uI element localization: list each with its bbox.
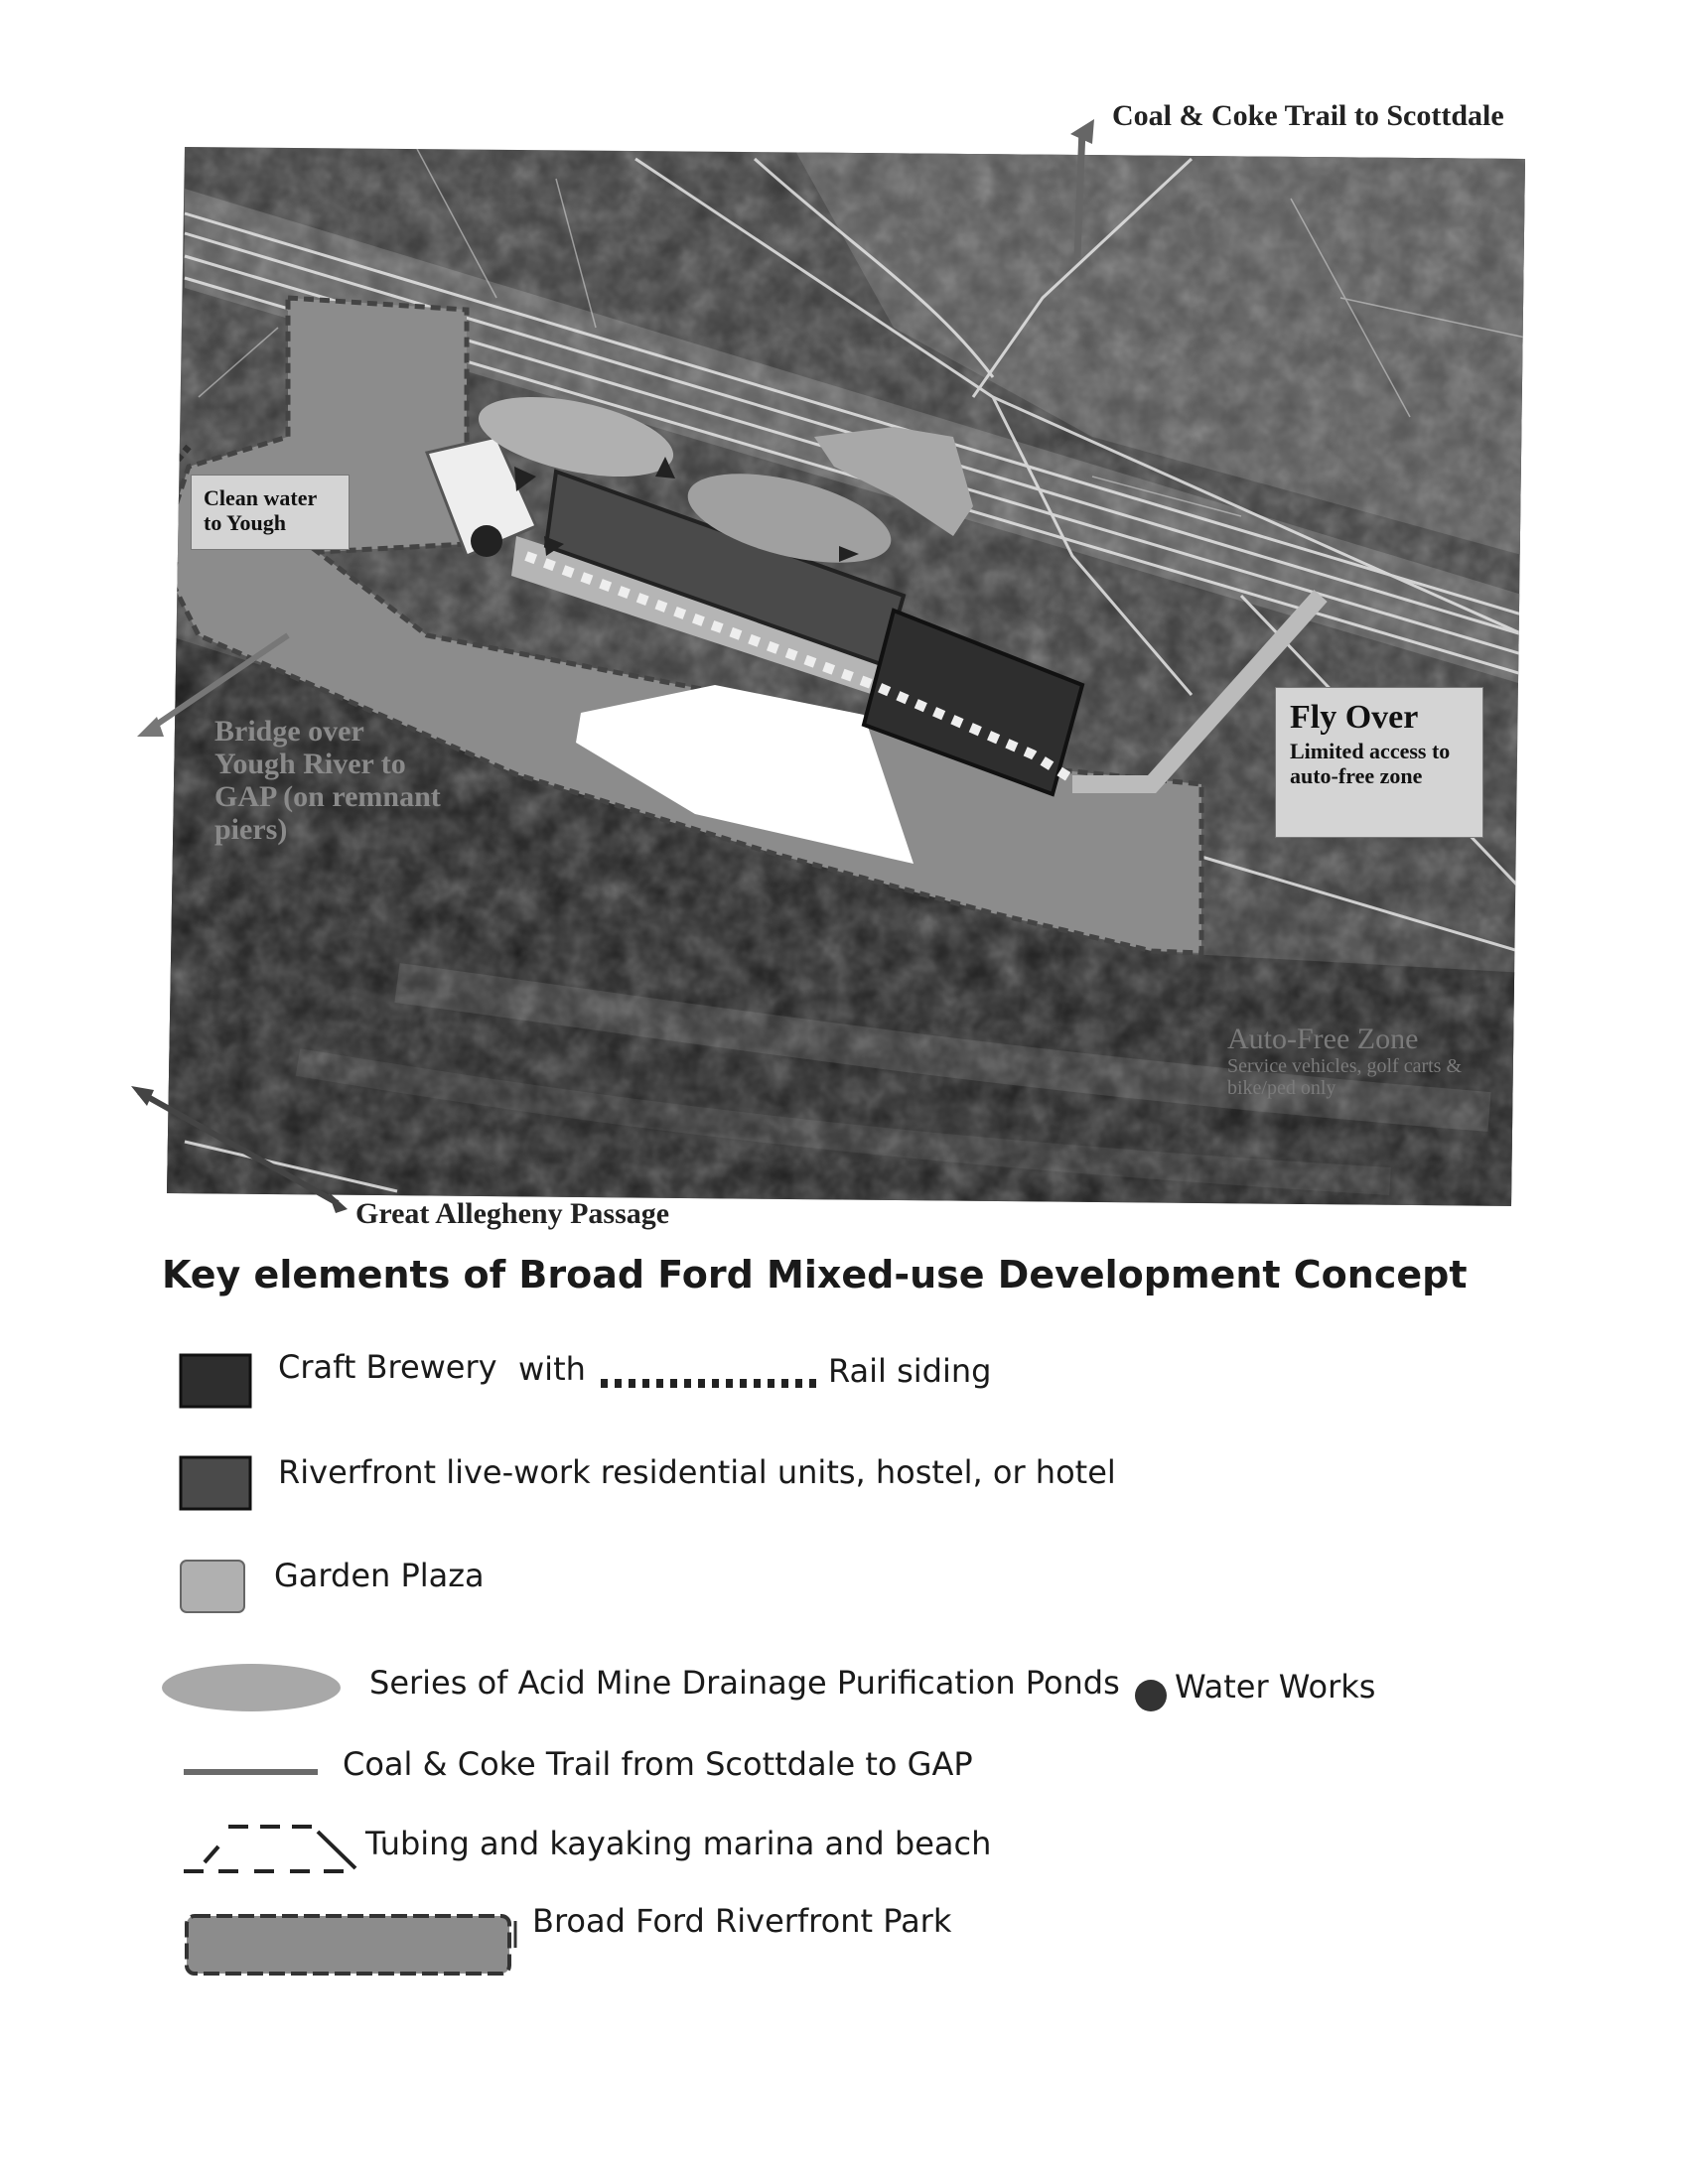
legend-coal-coke-trail: Coal & Coke Trail from Scottdale to GAP [343, 1745, 973, 1783]
water-works-legend-icon [1135, 1680, 1167, 1711]
coal-coke-trail-callout: Coal & Coke Trail to Scottdale [1112, 99, 1504, 132]
legend-residential: Riverfront live-work residential units, hostel, or hotel [278, 1453, 1116, 1491]
residential-swatch [181, 1457, 250, 1509]
legend-marina: Tubing and kayaking marina and beach [365, 1825, 992, 1862]
auto-free-zone-desc: Service vehicles, golf carts & bike/ped only [1227, 1055, 1463, 1099]
marina-dashed-icon [184, 1827, 355, 1871]
legend-ponds: Series of Acid Mine Drainage Purification Ponds [369, 1664, 1120, 1702]
bridge-note: Bridge over Yough River to GAP (on remnant piers) [214, 715, 441, 846]
flyover-label [1275, 687, 1483, 838]
clean-water-label: Clean water to Yough [191, 475, 350, 550]
legend-title: Key elements of Broad Ford Mixed-use Development Concept [162, 1253, 1468, 1297]
rail-siding-dots-icon [601, 1379, 816, 1388]
brewery-swatch [181, 1355, 250, 1407]
pond-ellipse-icon [162, 1664, 341, 1711]
water-works-dot-icon [471, 525, 502, 557]
great-allegheny-passage-callout: Great Allegheny Passage [355, 1197, 670, 1230]
legend-garden-plaza: Garden Plaza [274, 1557, 485, 1594]
arrow-icon [131, 1086, 154, 1106]
flyover-title: Fly Over [1290, 699, 1419, 736]
auto-free-zone-label [1227, 1023, 1485, 1099]
legend-craft-brewery: Craft Brewery [278, 1348, 497, 1386]
legend-rail-siding: Rail siding [828, 1352, 992, 1390]
legend-water-works: Water Works [1175, 1668, 1376, 1706]
park-swatch [187, 1916, 509, 1974]
flyover-desc: Limited access to auto-free zone [1290, 739, 1451, 789]
legend-park: Broad Ford Riverfront Park [532, 1902, 952, 1940]
legend-with: with [518, 1350, 586, 1388]
auto-free-zone-title: Auto-Free Zone [1227, 1023, 1419, 1055]
garden-plaza-swatch [181, 1561, 244, 1612]
